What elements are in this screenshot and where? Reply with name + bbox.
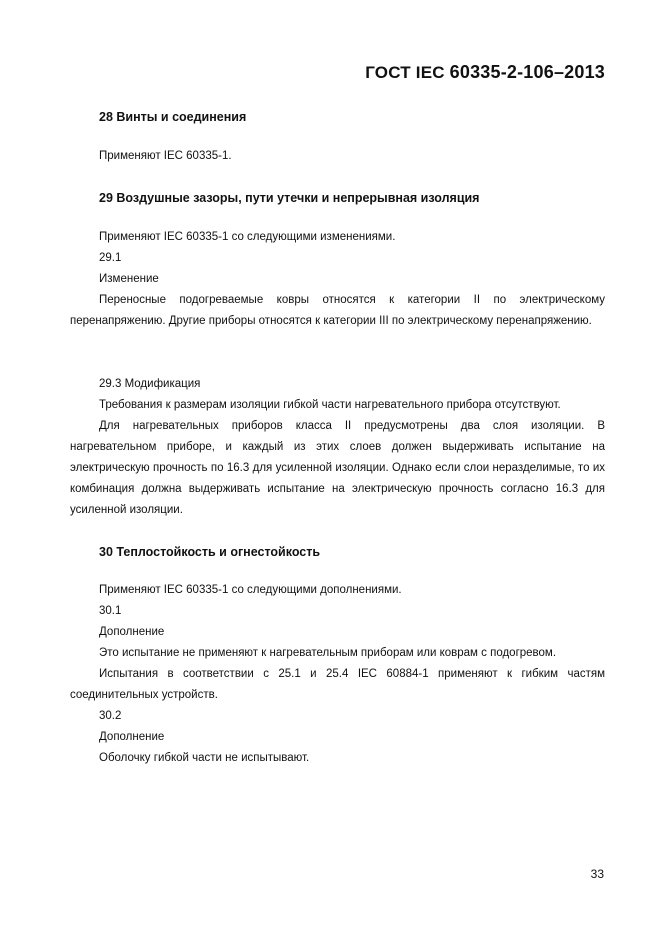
clause-29-1-number: 29.1 bbox=[99, 252, 122, 264]
section-30-intro: Применяют IEC 60335-1 со следующими дополнениями. bbox=[99, 584, 402, 596]
header-prefix: ГОСТ IEC bbox=[365, 63, 450, 82]
clause-29-3-paragraph-1: Требования к размерам изоляции гибкой части нагревательного прибора отсутствуют. bbox=[99, 399, 561, 411]
clause-29-3-paragraph-2: Для нагревательных приборов класса II предусмотрены два слоя изоляции. В нагревательном приборе, и каждый из этих слоев должен выдерживать испытание на электрическую прочность по 16.3 для усиленной изоляции. Однако если слои неразделимые, то их комбинация должна выдерживать испытание на электрическую прочность согласно 16.3 для усиленной изоляции. bbox=[70, 420, 605, 516]
clause-29-3-title: 29.3 Модификация bbox=[99, 378, 201, 390]
clause-30-2-label: Дополнение bbox=[99, 731, 165, 743]
clause-29-1-label: Изменение bbox=[99, 273, 159, 285]
clause-30-1-paragraph-1: Это испытание не применяют к нагревательным приборам или коврам с подогревом. bbox=[99, 647, 557, 659]
document-header bbox=[365, 62, 605, 83]
clause-29-1-text: Переносные подогреваемые ковры относятся к категории II по электрическому перенапряжению. Другие приборы относятся к категории III по электрическому перенапряжению. bbox=[70, 294, 605, 327]
header-standard-number: 60335-2-106–2013 bbox=[449, 62, 605, 82]
clause-30-1-number: 30.1 bbox=[99, 605, 122, 617]
section-28-heading: 28 Винты и соединения bbox=[99, 110, 247, 124]
section-28-text: Применяют IEC 60335-1. bbox=[99, 150, 232, 162]
section-29-intro: Применяют IEC 60335-1 со следующими изменениями. bbox=[99, 231, 396, 243]
clause-30-2-number: 30.2 bbox=[99, 710, 122, 722]
clause-30-2-paragraph-1: Оболочку гибкой части не испытывают. bbox=[99, 752, 310, 764]
section-30-heading: 30 Теплостойкость и огнестойкость bbox=[99, 545, 321, 559]
section-29-heading: 29 Воздушные зазоры, пути утечки и непрерывная изоляция bbox=[99, 191, 480, 205]
page-number: 33 bbox=[590, 867, 604, 881]
clause-30-1-label: Дополнение bbox=[99, 626, 165, 638]
clause-30-1-paragraph-2: Испытания в соответствии с 25.1 и 25.4 IEC 60884-1 применяют к гибким частям соединительных устройств. bbox=[70, 668, 605, 701]
